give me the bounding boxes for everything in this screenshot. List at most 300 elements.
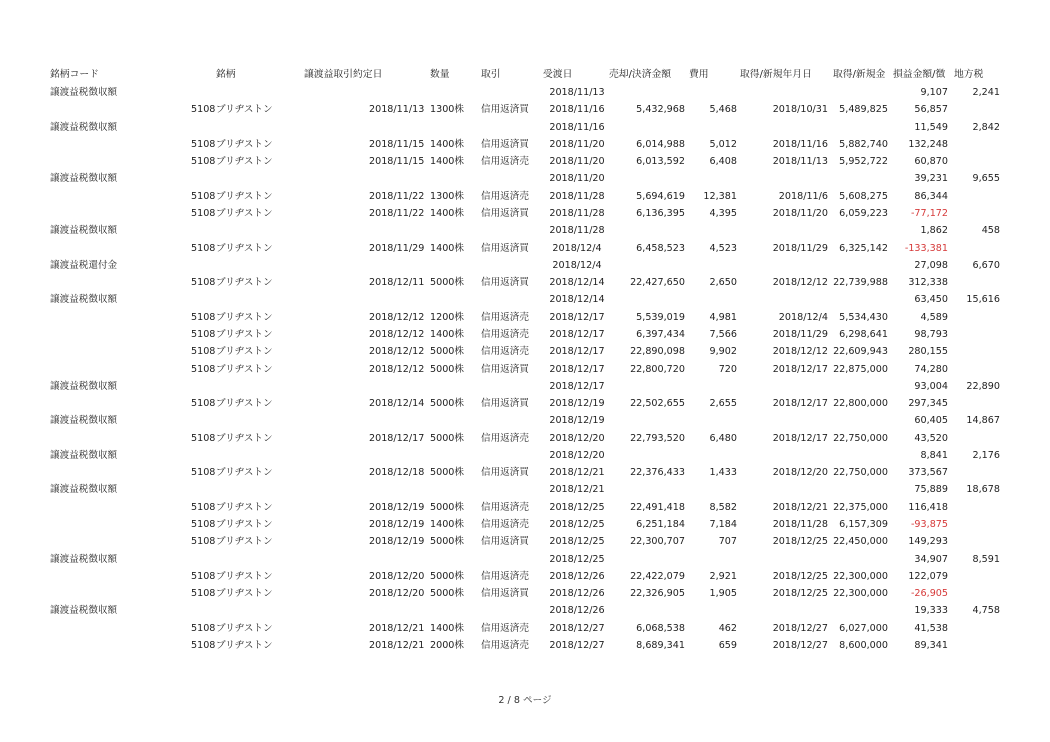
cell-acq-amt: 22,739,988 bbox=[833, 277, 888, 289]
cell-name: ブリヂストン bbox=[216, 156, 273, 168]
cell-proceeds: 22,502,655 bbox=[630, 398, 685, 409]
header-delivery: 受渡日 bbox=[543, 69, 573, 80]
cell-acq-date: 2018/11/6 bbox=[778, 190, 828, 202]
cell-contract-date: 2018/11/15 bbox=[369, 156, 425, 168]
cell-fee: 6,408 bbox=[709, 156, 737, 168]
tax-row bbox=[0, 119, 1050, 136]
cell-profit: 1,862 bbox=[920, 225, 948, 237]
cell-profit: 75,889 bbox=[914, 484, 948, 496]
cell-acq-date: 2018/12/4 bbox=[778, 311, 828, 323]
cell-fee: 659 bbox=[718, 640, 737, 651]
cell-fee: 5,468 bbox=[709, 104, 737, 116]
tax-row bbox=[0, 481, 1050, 498]
cell-delivery: 2018/12/26 bbox=[549, 570, 605, 582]
cell-acq-amt: 5,489,825 bbox=[839, 104, 888, 116]
tax-row bbox=[0, 257, 1050, 274]
cell-fee: 2,650 bbox=[709, 277, 737, 289]
cell-delivery: 2018/12/25 bbox=[549, 519, 605, 530]
trade-row bbox=[0, 464, 1050, 481]
cell-name: ブリヂストン bbox=[216, 208, 273, 219]
cell-code: 5108 bbox=[191, 156, 216, 168]
cell-delivery: 2018/12/17 bbox=[549, 363, 605, 375]
cell-local-tax: 2,842 bbox=[972, 121, 1000, 133]
cell-delivery: 2018/12/17 bbox=[549, 346, 605, 358]
cell-fee: 2,655 bbox=[709, 398, 737, 409]
trade-row bbox=[0, 533, 1050, 550]
cell-acq-amt: 5,608,275 bbox=[839, 190, 888, 202]
cell-profit: -133,381 bbox=[904, 242, 948, 254]
cell-name: ブリヂストン bbox=[216, 190, 273, 202]
cell-acq-amt: 22,609,943 bbox=[833, 346, 888, 358]
cell-proceeds: 6,068,538 bbox=[636, 622, 685, 634]
cell-qty: 1200株 bbox=[430, 311, 465, 323]
cell-qty: 5000株 bbox=[430, 432, 465, 444]
cell-proceeds: 5,694,619 bbox=[636, 190, 685, 202]
cell-proceeds: 22,793,520 bbox=[630, 432, 685, 444]
cell-contract-date: 2018/12/17 bbox=[369, 432, 425, 444]
cell-profit: -93,875 bbox=[910, 519, 948, 530]
cell-label: 譲渡益税還付金 bbox=[50, 259, 118, 271]
header-name: 銘柄 bbox=[216, 69, 236, 80]
cell-code: 5108 bbox=[191, 536, 216, 548]
cell-code: 5108 bbox=[191, 138, 216, 150]
cell-delivery: 2018/11/28 bbox=[549, 208, 605, 219]
tax-row bbox=[0, 170, 1050, 187]
cell-acq-amt: 22,375,000 bbox=[833, 501, 888, 513]
cell-trade: 信用返済売 bbox=[481, 519, 529, 530]
cell-local-tax: 18,678 bbox=[966, 484, 1000, 496]
cell-name: ブリヂストン bbox=[216, 519, 273, 530]
cell-proceeds: 6,013,592 bbox=[636, 156, 685, 168]
cell-contract-date: 2018/11/22 bbox=[369, 208, 425, 219]
cell-qty: 1400株 bbox=[430, 242, 465, 254]
cell-qty: 5000株 bbox=[430, 536, 465, 548]
cell-fee: 2,921 bbox=[709, 570, 737, 582]
cell-acq-amt: 22,750,000 bbox=[833, 467, 888, 479]
cell-contract-date: 2018/12/12 bbox=[369, 346, 425, 358]
cell-label: 譲渡益税徴収額 bbox=[50, 484, 118, 496]
trade-row bbox=[0, 205, 1050, 222]
header-acq-date: 取得/新規年月日 bbox=[740, 69, 812, 80]
header-proceeds: 売却/決済金額 bbox=[609, 69, 672, 80]
trade-row bbox=[0, 499, 1050, 516]
cell-profit: 132,248 bbox=[908, 138, 948, 150]
cell-fee: 9,902 bbox=[709, 346, 737, 358]
cell-local-tax: 22,890 bbox=[966, 380, 1000, 392]
cell-trade: 信用返済売 bbox=[481, 501, 529, 513]
cell-profit: 19,333 bbox=[914, 605, 948, 617]
cell-name: ブリヂストン bbox=[216, 536, 273, 548]
cell-label: 譲渡益税徴収額 bbox=[50, 415, 118, 427]
cell-acq-date: 2018/12/17 bbox=[772, 363, 828, 375]
cell-label: 譲渡益税徴収額 bbox=[50, 173, 118, 185]
cell-profit: 41,538 bbox=[914, 622, 948, 634]
cell-delivery: 2018/12/17 bbox=[549, 380, 605, 392]
trade-row bbox=[0, 343, 1050, 360]
cell-trade: 信用返済買 bbox=[481, 363, 529, 375]
cell-code: 5108 bbox=[191, 640, 216, 651]
cell-trade: 信用返済買 bbox=[481, 208, 529, 219]
cell-delivery: 2018/11/28 bbox=[549, 190, 605, 202]
trade-row bbox=[0, 326, 1050, 343]
cell-delivery: 2018/12/21 bbox=[549, 467, 605, 479]
cell-qty: 1400株 bbox=[430, 622, 465, 634]
cell-name: ブリヂストン bbox=[216, 588, 273, 600]
cell-acq-date: 2018/12/12 bbox=[772, 277, 828, 289]
cell-trade: 信用返済売 bbox=[481, 346, 529, 358]
cell-delivery: 2018/11/20 bbox=[549, 138, 605, 150]
cell-profit: 27,098 bbox=[914, 259, 948, 271]
cell-local-tax: 6,670 bbox=[972, 259, 1000, 271]
cell-qty: 5000株 bbox=[430, 588, 465, 600]
cell-profit: 56,857 bbox=[914, 104, 948, 116]
cell-profit: 312,338 bbox=[908, 277, 948, 289]
header-trade: 取引 bbox=[481, 69, 501, 80]
cell-proceeds: 22,427,650 bbox=[630, 277, 685, 289]
cell-contract-date: 2018/12/12 bbox=[369, 363, 425, 375]
cell-local-tax: 14,867 bbox=[966, 415, 1000, 427]
cell-local-tax: 4,758 bbox=[972, 605, 1000, 617]
cell-proceeds: 6,251,184 bbox=[636, 519, 685, 530]
cell-fee: 8,582 bbox=[709, 501, 737, 513]
cell-name: ブリヂストン bbox=[216, 138, 273, 150]
cell-contract-date: 2018/11/22 bbox=[369, 190, 425, 202]
cell-acq-date: 2018/12/25 bbox=[772, 570, 828, 582]
cell-contract-date: 2018/12/11 bbox=[369, 277, 425, 289]
cell-label: 譲渡益税徴収額 bbox=[50, 605, 118, 617]
cell-trade: 信用返済買 bbox=[481, 467, 529, 479]
cell-acq-date: 2018/11/16 bbox=[772, 138, 828, 150]
cell-profit: 9,107 bbox=[920, 87, 948, 98]
cell-code: 5108 bbox=[191, 570, 216, 582]
cell-proceeds: 6,397,434 bbox=[636, 328, 685, 340]
tax-row bbox=[0, 84, 1050, 101]
cell-acq-date: 2018/11/29 bbox=[772, 328, 828, 340]
trade-row bbox=[0, 188, 1050, 205]
cell-fee: 1,433 bbox=[709, 467, 737, 479]
cell-label: 譲渡益税徴収額 bbox=[50, 380, 118, 392]
cell-acq-amt: 8,600,000 bbox=[839, 640, 888, 651]
cell-code: 5108 bbox=[191, 208, 216, 219]
trade-row bbox=[0, 136, 1050, 153]
trade-row bbox=[0, 430, 1050, 447]
cell-trade: 信用返済売 bbox=[481, 640, 529, 651]
cell-acq-date: 2018/11/13 bbox=[772, 156, 828, 168]
cell-name: ブリヂストン bbox=[216, 398, 273, 409]
cell-acq-amt: 6,059,223 bbox=[839, 208, 888, 219]
cell-delivery: 2018/12/4 bbox=[552, 259, 602, 271]
header-profit: 損益金額/徴 bbox=[893, 69, 946, 80]
cell-contract-date: 2018/11/29 bbox=[369, 242, 425, 254]
cell-code: 5108 bbox=[191, 328, 216, 340]
cell-profit: 93,004 bbox=[914, 380, 948, 392]
cell-name: ブリヂストン bbox=[216, 104, 273, 116]
trade-row bbox=[0, 568, 1050, 585]
cell-proceeds: 22,800,720 bbox=[630, 363, 685, 375]
trade-row bbox=[0, 637, 1050, 654]
cell-label: 譲渡益税徴収額 bbox=[50, 553, 118, 565]
trade-row bbox=[0, 395, 1050, 412]
cell-profit: 4,589 bbox=[920, 311, 948, 323]
cell-code: 5108 bbox=[191, 363, 216, 375]
cell-acq-amt: 6,157,309 bbox=[839, 519, 888, 530]
cell-delivery: 2018/12/17 bbox=[549, 311, 605, 323]
cell-contract-date: 2018/12/21 bbox=[369, 640, 425, 651]
cell-profit: 11,549 bbox=[914, 121, 948, 133]
cell-acq-amt: 6,027,000 bbox=[839, 622, 888, 634]
tax-row bbox=[0, 412, 1050, 429]
cell-label: 譲渡益税徴収額 bbox=[50, 87, 118, 98]
cell-label: 譲渡益税徴収額 bbox=[50, 121, 118, 133]
cell-delivery: 2018/12/14 bbox=[549, 294, 605, 306]
cell-proceeds: 6,014,988 bbox=[636, 138, 685, 150]
cell-profit: 116,418 bbox=[908, 501, 948, 513]
header-qty: 数量 bbox=[430, 69, 450, 80]
cell-fee: 12,381 bbox=[703, 190, 737, 202]
cell-trade: 信用返済買 bbox=[481, 104, 529, 116]
cell-trade: 信用返済売 bbox=[481, 190, 529, 202]
cell-delivery: 2018/12/27 bbox=[549, 640, 605, 651]
cell-qty: 5000株 bbox=[430, 467, 465, 479]
cell-fee: 4,395 bbox=[709, 208, 737, 219]
trade-row bbox=[0, 309, 1050, 326]
trade-row bbox=[0, 101, 1050, 118]
cell-acq-amt: 5,882,740 bbox=[839, 138, 888, 150]
cell-local-tax: 15,616 bbox=[966, 294, 1000, 306]
cell-proceeds: 8,689,341 bbox=[636, 640, 685, 651]
cell-code: 5108 bbox=[191, 277, 216, 289]
cell-profit: -77,172 bbox=[910, 208, 948, 219]
cell-profit: 60,405 bbox=[914, 415, 948, 427]
cell-fee: 6,480 bbox=[709, 432, 737, 444]
cell-acq-date: 2018/12/27 bbox=[772, 640, 828, 651]
table-header bbox=[0, 66, 1050, 83]
cell-trade: 信用返済売 bbox=[481, 622, 529, 634]
cell-name: ブリヂストン bbox=[216, 467, 273, 479]
cell-local-tax: 458 bbox=[981, 225, 1000, 237]
cell-code: 5108 bbox=[191, 432, 216, 444]
cell-delivery: 2018/11/13 bbox=[549, 87, 605, 98]
cell-proceeds: 22,326,905 bbox=[630, 588, 685, 600]
cell-qty: 5000株 bbox=[430, 501, 465, 513]
cell-fee: 4,523 bbox=[709, 242, 737, 254]
cell-fee: 4,981 bbox=[709, 311, 737, 323]
cell-fee: 462 bbox=[718, 622, 737, 634]
cell-delivery: 2018/12/25 bbox=[549, 501, 605, 513]
cell-trade: 信用返済売 bbox=[481, 570, 529, 582]
cell-acq-date: 2018/12/17 bbox=[772, 398, 828, 409]
cell-trade: 信用返済買 bbox=[481, 536, 529, 548]
tax-row bbox=[0, 378, 1050, 395]
trade-row bbox=[0, 274, 1050, 291]
cell-label: 譲渡益税徴収額 bbox=[50, 294, 118, 306]
cell-delivery: 2018/11/20 bbox=[549, 173, 605, 185]
cell-profit: 89,341 bbox=[914, 640, 948, 651]
cell-code: 5108 bbox=[191, 622, 216, 634]
tax-row bbox=[0, 222, 1050, 239]
cell-profit: 149,293 bbox=[908, 536, 948, 548]
cell-contract-date: 2018/12/14 bbox=[369, 398, 425, 409]
cell-profit: 74,280 bbox=[914, 363, 948, 375]
cell-delivery: 2018/11/16 bbox=[549, 104, 605, 116]
cell-profit: 34,907 bbox=[914, 553, 948, 565]
cell-qty: 5000株 bbox=[430, 277, 465, 289]
cell-delivery: 2018/12/26 bbox=[549, 588, 605, 600]
cell-acq-date: 2018/12/25 bbox=[772, 588, 828, 600]
cell-delivery: 2018/12/25 bbox=[549, 536, 605, 548]
trade-row bbox=[0, 516, 1050, 533]
cell-delivery: 2018/12/20 bbox=[549, 432, 605, 444]
cell-qty: 5000株 bbox=[430, 363, 465, 375]
cell-delivery: 2018/11/16 bbox=[549, 121, 605, 133]
trade-row bbox=[0, 361, 1050, 378]
cell-trade: 信用返済売 bbox=[481, 311, 529, 323]
cell-delivery: 2018/12/14 bbox=[549, 277, 605, 289]
cell-name: ブリヂストン bbox=[216, 432, 273, 444]
cell-contract-date: 2018/12/12 bbox=[369, 311, 425, 323]
cell-trade: 信用返済買 bbox=[481, 242, 529, 254]
tax-row bbox=[0, 551, 1050, 568]
cell-code: 5108 bbox=[191, 190, 216, 202]
cell-local-tax: 9,655 bbox=[972, 173, 1000, 185]
cell-trade: 信用返済売 bbox=[481, 156, 529, 168]
cell-fee: 5,012 bbox=[709, 138, 737, 150]
cell-qty: 1400株 bbox=[430, 519, 465, 530]
header-local-tax: 地方税 bbox=[954, 69, 984, 80]
cell-profit: 60,870 bbox=[914, 156, 948, 168]
cell-contract-date: 2018/11/13 bbox=[369, 104, 425, 116]
cell-fee: 707 bbox=[718, 536, 737, 548]
cell-code: 5108 bbox=[191, 519, 216, 530]
header-acq-amt: 取得/新規金 bbox=[833, 69, 886, 80]
cell-delivery: 2018/12/27 bbox=[549, 622, 605, 634]
cell-profit: 280,155 bbox=[908, 346, 948, 358]
cell-qty: 5000株 bbox=[430, 346, 465, 358]
cell-acq-amt: 5,534,430 bbox=[839, 311, 888, 323]
cell-acq-date: 2018/12/25 bbox=[772, 536, 828, 548]
cell-acq-date: 2018/10/31 bbox=[772, 104, 828, 116]
cell-code: 5108 bbox=[191, 501, 216, 513]
cell-name: ブリヂストン bbox=[216, 346, 273, 358]
cell-fee: 7,566 bbox=[709, 328, 737, 340]
cell-contract-date: 2018/12/20 bbox=[369, 570, 425, 582]
cell-contract-date: 2018/12/18 bbox=[369, 467, 425, 479]
cell-name: ブリヂストン bbox=[216, 242, 273, 254]
header-code: 銘柄コード bbox=[50, 69, 99, 80]
cell-acq-date: 2018/12/17 bbox=[772, 432, 828, 444]
cell-profit: 122,079 bbox=[908, 570, 948, 582]
page-number: 2 / 8 ページ bbox=[498, 695, 552, 706]
cell-code: 5108 bbox=[191, 104, 216, 116]
cell-delivery: 2018/12/4 bbox=[552, 242, 602, 254]
cell-acq-amt: 22,300,000 bbox=[833, 588, 888, 600]
cell-acq-amt: 22,300,000 bbox=[833, 570, 888, 582]
cell-contract-date: 2018/12/12 bbox=[369, 328, 425, 340]
cell-contract-date: 2018/12/19 bbox=[369, 536, 425, 548]
cell-acq-amt: 5,952,722 bbox=[839, 156, 888, 168]
cell-proceeds: 22,491,418 bbox=[630, 501, 685, 513]
cell-local-tax: 8,591 bbox=[972, 553, 1000, 565]
cell-profit: 63,450 bbox=[914, 294, 948, 306]
cell-qty: 1300株 bbox=[430, 190, 465, 202]
cell-profit: 39,231 bbox=[914, 173, 948, 185]
cell-code: 5108 bbox=[191, 346, 216, 358]
cell-qty: 5000株 bbox=[430, 570, 465, 582]
cell-delivery: 2018/12/20 bbox=[549, 449, 605, 461]
cell-acq-date: 2018/11/20 bbox=[772, 208, 828, 219]
cell-delivery: 2018/12/25 bbox=[549, 553, 605, 565]
trade-row bbox=[0, 153, 1050, 170]
cell-contract-date: 2018/12/20 bbox=[369, 588, 425, 600]
cell-acq-amt: 22,875,000 bbox=[833, 363, 888, 375]
cell-delivery: 2018/12/17 bbox=[549, 328, 605, 340]
cell-qty: 1400株 bbox=[430, 156, 465, 168]
cell-acq-date: 2018/12/21 bbox=[772, 501, 828, 513]
cell-profit: 297,345 bbox=[908, 398, 948, 409]
cell-label: 譲渡益税徴収額 bbox=[50, 225, 118, 237]
cell-proceeds: 22,422,079 bbox=[630, 570, 685, 582]
cell-acq-date: 2018/11/28 bbox=[772, 519, 828, 530]
cell-contract-date: 2018/11/15 bbox=[369, 138, 425, 150]
tax-row bbox=[0, 447, 1050, 464]
cell-profit: 98,793 bbox=[914, 328, 948, 340]
cell-contract-date: 2018/12/19 bbox=[369, 501, 425, 513]
cell-delivery: 2018/12/19 bbox=[549, 415, 605, 427]
cell-profit: 8,841 bbox=[920, 449, 948, 461]
cell-acq-date: 2018/12/20 bbox=[772, 467, 828, 479]
cell-proceeds: 22,890,098 bbox=[630, 346, 685, 358]
cell-qty: 1400株 bbox=[430, 138, 465, 150]
cell-local-tax: 2,241 bbox=[972, 87, 1000, 98]
cell-qty: 5000株 bbox=[430, 398, 465, 409]
cell-label: 譲渡益税徴収額 bbox=[50, 449, 118, 461]
cell-name: ブリヂストン bbox=[216, 328, 273, 340]
cell-trade: 信用返済買 bbox=[481, 277, 529, 289]
cell-contract-date: 2018/12/19 bbox=[369, 519, 425, 530]
cell-profit: 43,520 bbox=[914, 432, 948, 444]
cell-proceeds: 6,136,395 bbox=[636, 208, 685, 219]
cell-name: ブリヂストン bbox=[216, 570, 273, 582]
cell-delivery: 2018/12/26 bbox=[549, 605, 605, 617]
header-fee: 費用 bbox=[689, 69, 709, 80]
cell-local-tax: 2,176 bbox=[972, 449, 1000, 461]
cell-name: ブリヂストン bbox=[216, 622, 273, 634]
cell-proceeds: 5,539,019 bbox=[636, 311, 685, 323]
cell-delivery: 2018/12/19 bbox=[549, 398, 605, 409]
cell-acq-date: 2018/12/12 bbox=[772, 346, 828, 358]
cell-proceeds: 6,458,523 bbox=[636, 242, 685, 254]
cell-trade: 信用返済買 bbox=[481, 138, 529, 150]
cell-name: ブリヂストン bbox=[216, 501, 273, 513]
cell-name: ブリヂストン bbox=[216, 363, 273, 375]
cell-code: 5108 bbox=[191, 242, 216, 254]
cell-name: ブリヂストン bbox=[216, 640, 273, 651]
cell-code: 5108 bbox=[191, 467, 216, 479]
cell-acq-amt: 22,800,000 bbox=[833, 398, 888, 409]
cell-proceeds: 5,432,968 bbox=[636, 104, 685, 116]
cell-qty: 1400株 bbox=[430, 328, 465, 340]
cell-acq-amt: 6,298,641 bbox=[839, 328, 888, 340]
cell-delivery: 2018/11/28 bbox=[549, 225, 605, 237]
cell-profit: -26,905 bbox=[910, 588, 948, 600]
cell-qty: 1300株 bbox=[430, 104, 465, 116]
cell-proceeds: 22,300,707 bbox=[630, 536, 685, 548]
cell-acq-amt: 22,750,000 bbox=[833, 432, 888, 444]
header-contract-date: 譲渡益取引約定日 bbox=[304, 69, 383, 80]
cell-delivery: 2018/11/20 bbox=[549, 156, 605, 168]
cell-code: 5108 bbox=[191, 311, 216, 323]
cell-code: 5108 bbox=[191, 398, 216, 409]
